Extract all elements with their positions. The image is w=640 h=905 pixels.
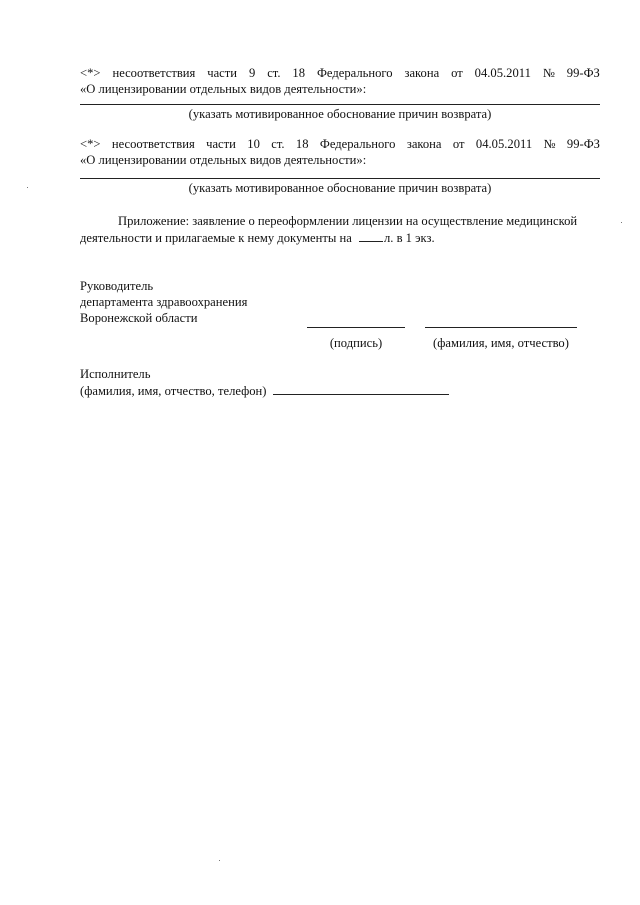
clause-word: 9: [248, 66, 256, 80]
signatory-department: департамента здравоохранения: [80, 295, 248, 309]
appendix-line2-text: деятельности и прилагаемые к нему документы на: [80, 231, 352, 245]
clause-word: от: [452, 137, 465, 151]
page-count-field[interactable]: [359, 230, 383, 242]
signatory-region: Воронежской области: [80, 311, 198, 325]
clause9-reason-caption: (указать мотивированное обоснование причин возврата): [188, 107, 492, 121]
scan-speck: [27, 187, 28, 188]
clause9-line2: «О лицензировании отдельных видов деятельности»:: [80, 82, 367, 96]
clause-word: №: [542, 66, 555, 80]
clause-word: несоответствия: [111, 137, 195, 151]
clause-word: закона: [404, 66, 440, 80]
clause-word: от: [451, 66, 463, 80]
signature-field[interactable]: [307, 327, 405, 328]
clause-word: 99-ФЗ: [566, 137, 600, 151]
clause-word: части: [206, 137, 236, 151]
clause-word: 18: [295, 137, 309, 151]
executor-details-label: (фамилия, имя, отчество, телефон): [80, 384, 267, 398]
scan-speck: [219, 860, 220, 861]
signatory-title: Руководитель: [80, 279, 154, 293]
clause-word: №: [543, 137, 556, 151]
clause-word: 04.05.2011: [475, 137, 533, 151]
clause10-line1: [80, 137, 600, 152]
executor-details: [80, 383, 449, 399]
signatory-name-caption: (фамилия, имя, отчество): [433, 336, 569, 350]
executor-title: Исполнитель: [80, 367, 151, 381]
clause-word: закона: [406, 137, 442, 151]
clause-word: ст.: [267, 66, 281, 80]
clause-word: Федерального: [319, 137, 396, 151]
clause10-line2: «О лицензировании отдельных видов деятельности»:: [80, 153, 367, 167]
clause-word: 04.05.2011: [474, 66, 531, 80]
clause9-reason-field[interactable]: [80, 104, 600, 105]
clause-word: <*>: [80, 66, 101, 80]
appendix-line2-suffix: л. в 1 экз.: [383, 231, 435, 245]
clause-word: ст.: [271, 137, 285, 151]
clause-word: части: [207, 66, 238, 80]
scan-speck: [621, 222, 622, 223]
clause-word: несоответствия: [112, 66, 196, 80]
appendix-line1: Приложение: заявление о переоформлении лицензии на осуществление медицинской: [118, 214, 578, 228]
signature-caption: (подпись): [329, 336, 383, 350]
clause9-line1: [80, 66, 600, 81]
clause-word: Федерального: [316, 66, 393, 80]
clause-word: <*>: [80, 137, 101, 151]
clause-word: 18: [292, 66, 306, 80]
clause10-reason-field[interactable]: [80, 178, 600, 179]
appendix-line2: [80, 230, 435, 246]
executor-field[interactable]: [273, 383, 449, 395]
signatory-name-field[interactable]: [425, 327, 577, 328]
clause-word: 10: [247, 137, 260, 151]
clause-word: 99-ФЗ: [566, 66, 600, 80]
clause10-reason-caption: (указать мотивированное обоснование причин возврата): [188, 181, 492, 195]
